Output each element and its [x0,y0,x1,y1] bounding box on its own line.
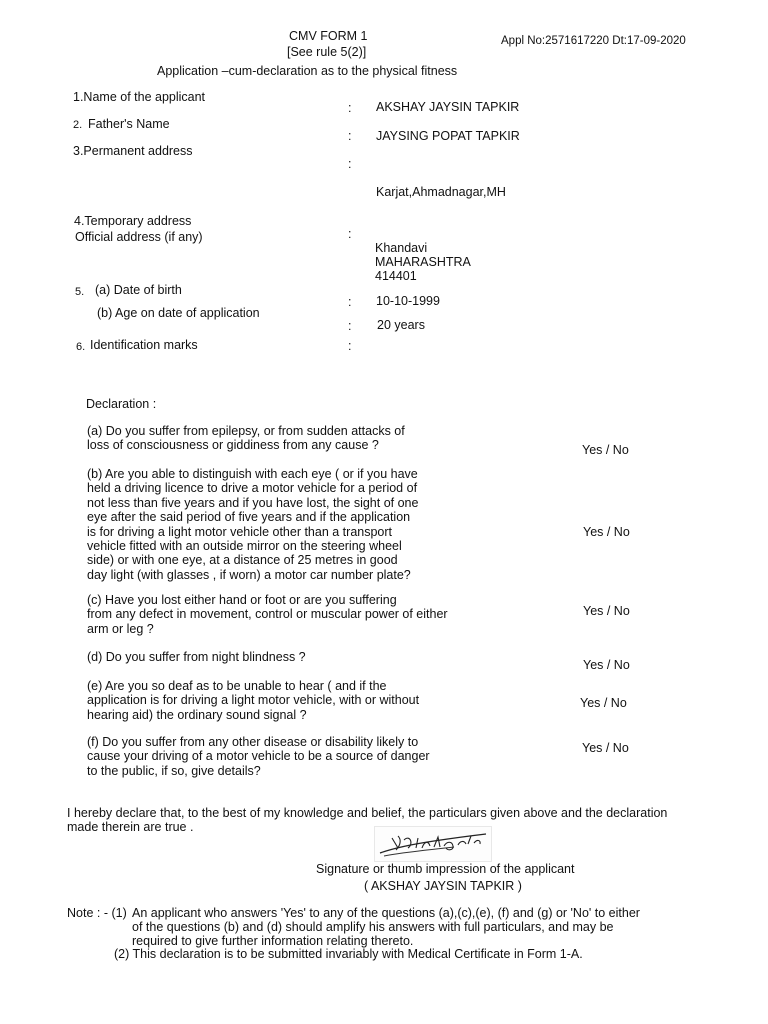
note-1-line1: An applicant who answers 'Yes' to any of the questions (a),(c),(e), (f) and (g) or 'No' to either [132,906,640,920]
official-address-label: Official address (if any) [75,230,203,244]
identification-label: Identification marks [90,338,198,352]
name-value: AKSHAY JAYSIN TAPKIR [376,100,520,114]
question-f: (f) Do you suffer from any other disease or disability likely to cause your driving of a motor vehicle to be a source of danger to the public, if so, give details? [87,735,430,778]
name-colon: : [348,101,352,115]
note-2: (2) This declaration is to be submitted invariably with Medical Certificate in Form 1-A. [114,947,583,961]
temporary-address-line2: MAHARASHTRA [375,255,471,269]
question-e: (e) Are you so deaf as to be unable to hear ( and if the application is for driving a light motor vehicle, with or without hearing aid) the ordinary sound signal ? [87,679,420,722]
temporary-address-label: 4.Temporary address [74,214,192,228]
answer-d: Yes / No [583,658,630,672]
father-number: 2. [73,119,83,131]
identification-number: 6. [76,341,86,353]
answer-b: Yes / No [583,525,630,539]
age-colon: : [348,319,352,333]
temporary-address-line3: 414401 [375,269,417,283]
note-1-line3: required to give further information relating thereto. [132,934,414,948]
answer-f: Yes / No [582,741,629,755]
question-d: (d) Do you suffer from night blindness ? [87,650,306,664]
dob-label: (a) Date of birth [95,283,182,297]
permanent-address-value: Karjat,Ahmadnagar,MH [376,185,506,199]
age-label: (b) Age on date of application [97,306,260,320]
dob-colon: : [348,295,352,309]
dob-number: 5. [75,286,85,298]
temporary-address-colon: : [348,227,352,241]
declaration-statement-line2: made therein are true . [67,820,194,834]
dob-value: 10-10-1999 [376,294,440,308]
answer-e: Yes / No [580,696,627,710]
permanent-address-colon: : [348,157,352,171]
answer-a: Yes / No [582,443,629,457]
name-label: 1.Name of the applicant [73,90,206,104]
form-subtitle: Application –cum-declaration as to the physical fitness [157,64,458,78]
question-c: (c) Have you lost either hand or foot or are you suffering from any defect in movement, control or muscular power of either arm or leg ? [87,593,448,636]
form-title: CMV FORM 1 [289,29,368,43]
permanent-address-label: 3.Permanent address [73,144,193,158]
application-number: Appl No:2571617220 Dt:17-09-2020 [501,35,686,47]
question-b: (b) Are you able to distinguish with each eye ( or if you have held a driving licence to drive a motor vehicle for a period of not less than five years and if you have lost, the sight of one eye after the said period of five years and if the application is for driving a light motor vehicle other than a transport vehicle fitted with an outside mirror on the steering wheel side) or with one eye, at a distance of 25 metres in good day light (with glasses , if worn) a motor car number plate? [87,467,419,582]
form-rule: [See rule 5(2)] [287,45,367,59]
father-value: JAYSING POPAT TAPKIR [376,129,520,143]
age-value: 20 years [377,318,425,332]
declaration-heading: Declaration : [86,397,157,411]
signature-caption: Signature or thumb impression of the applicant [316,862,575,876]
signature-image [374,826,492,862]
declaration-statement-line1: I hereby declare that, to the best of my knowledge and belief, the particulars given above and the declaration [67,806,668,820]
note-1-line2: of the questions (b) and (d) should amplify his answers with full particulars, and may be [132,920,614,934]
identification-colon: : [348,339,352,353]
temporary-address-line1: Khandavi [375,241,428,255]
father-colon: : [348,129,352,143]
note-prefix: Note : - (1) [67,906,127,920]
signature-name: ( AKSHAY JAYSIN TAPKIR ) [364,879,522,893]
father-label: Father's Name [88,117,170,131]
question-a: (a) Do you suffer from epilepsy, or from sudden attacks of loss of consciousness or giddiness from any cause ? [87,424,405,453]
answer-c: Yes / No [583,604,630,618]
